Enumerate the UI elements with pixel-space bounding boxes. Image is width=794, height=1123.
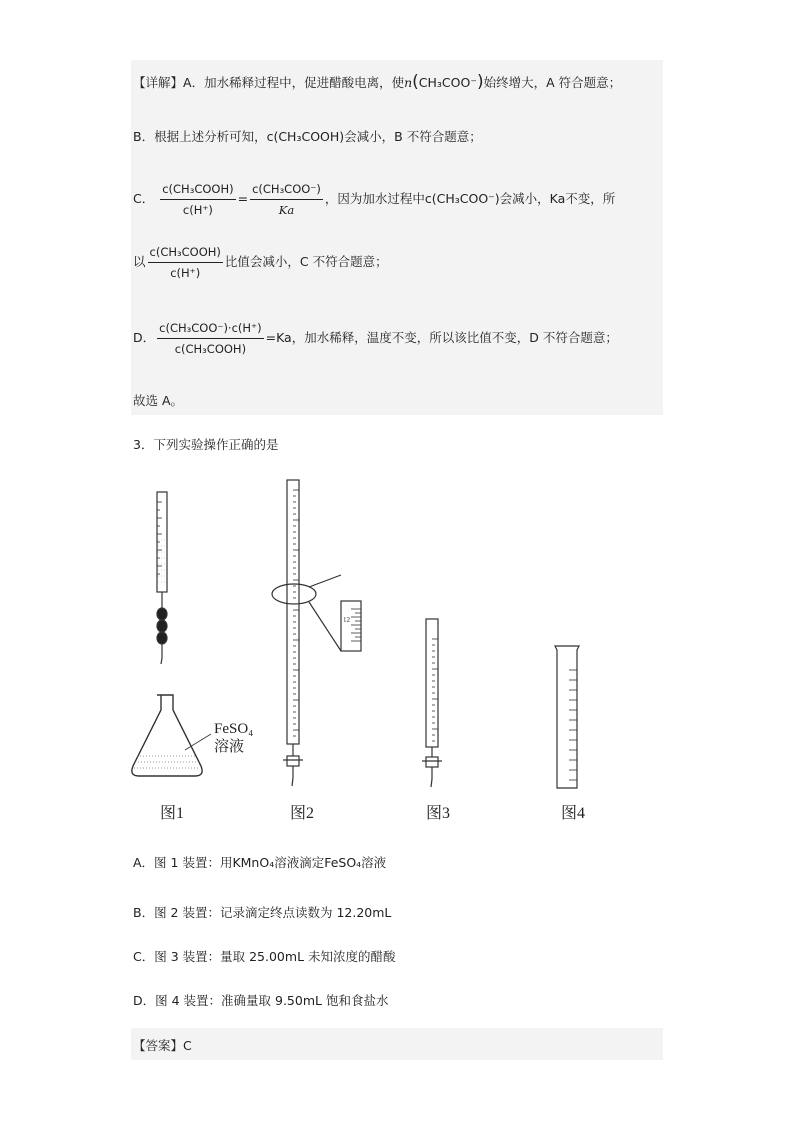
question-stem: 3．下列实验操作正确的是	[133, 437, 279, 452]
figure-4-graduated-cylinder	[545, 640, 595, 795]
figure-4-caption: 图4	[561, 805, 586, 822]
explanation-line-c: C． $\frac{\text{c(CH₃COOH)}}{c(H^+)}$ = $\frac{\text{c(CH₃COO⁻)}}{Ka}$ ，因为加水过程中c(CH₃COO⁻)会减小，Ka不变，所	[133, 182, 616, 217]
fraction-c3: $\frac{\text{c(CH₃COOH)}}{c(H^+)}$	[149, 245, 221, 280]
zoom-tick-label: 12	[343, 616, 350, 624]
option-b: B．图 2 装置：记录滴定终点读数为 12.20mL	[133, 905, 392, 920]
figure-3-pipette	[410, 615, 460, 795]
option-d: D．图 4 装置：准确量取 9.50mL 饱和食盐水	[133, 993, 389, 1008]
figure-1-caption: 图1	[160, 805, 185, 822]
option-c: C．图 3 装置：量取 25.00mL 未知浓度的醋酸	[133, 949, 396, 964]
answer-panel	[131, 1028, 663, 1060]
figure-3-caption: 图3	[426, 805, 451, 822]
explanation-line-b: B．根据上述分析可知，c(CH₃COOH)会减小，B 不符合题意；	[133, 129, 482, 144]
flask-label: FeSO₄ 溶液	[214, 721, 254, 755]
answer-text: 【答案】C	[133, 1038, 192, 1053]
conclusion-text: 故选 A。	[133, 393, 184, 408]
figure-2-burette-reading	[265, 476, 375, 796]
figure-2-caption: 图2	[290, 805, 315, 822]
option-a: A．图 1 装置：用KMnO₄溶液滴定FeSO₄溶液	[133, 855, 387, 870]
explanation-line-d: D． $\frac{\text{c(CH₃COO⁻)·c(H⁺)}}{\text{c(CH₃COOH)}}$ =Ka，加水稀释，温度不变，所以该比值不变，D 不符合题意；	[133, 321, 618, 356]
explanation-panel	[131, 60, 663, 415]
fraction-c2: $\frac{\text{c(CH₃COO⁻)}}{Ka}$	[252, 182, 321, 217]
explanation-line-c2: 以 $\frac{\text{c(CH₃COOH)}}{c(H^+)}$ 比值会减小，C 不符合题意；	[133, 245, 388, 280]
explanation-line-a: 【详解】A．加水稀释过程中，促进醋酸电离，使n(CH₃COO⁻)始终增大，A 符合题意；	[133, 72, 622, 92]
fraction-d: $\frac{\text{c(CH₃COO⁻)·c(H⁺)}}{\text{c(CH₃COOH)}}$	[159, 321, 262, 356]
detail-tag: 【详解】	[133, 75, 184, 90]
fraction-c1: $\frac{\text{c(CH₃COOH)}}{c(H^+)}$	[162, 182, 234, 217]
